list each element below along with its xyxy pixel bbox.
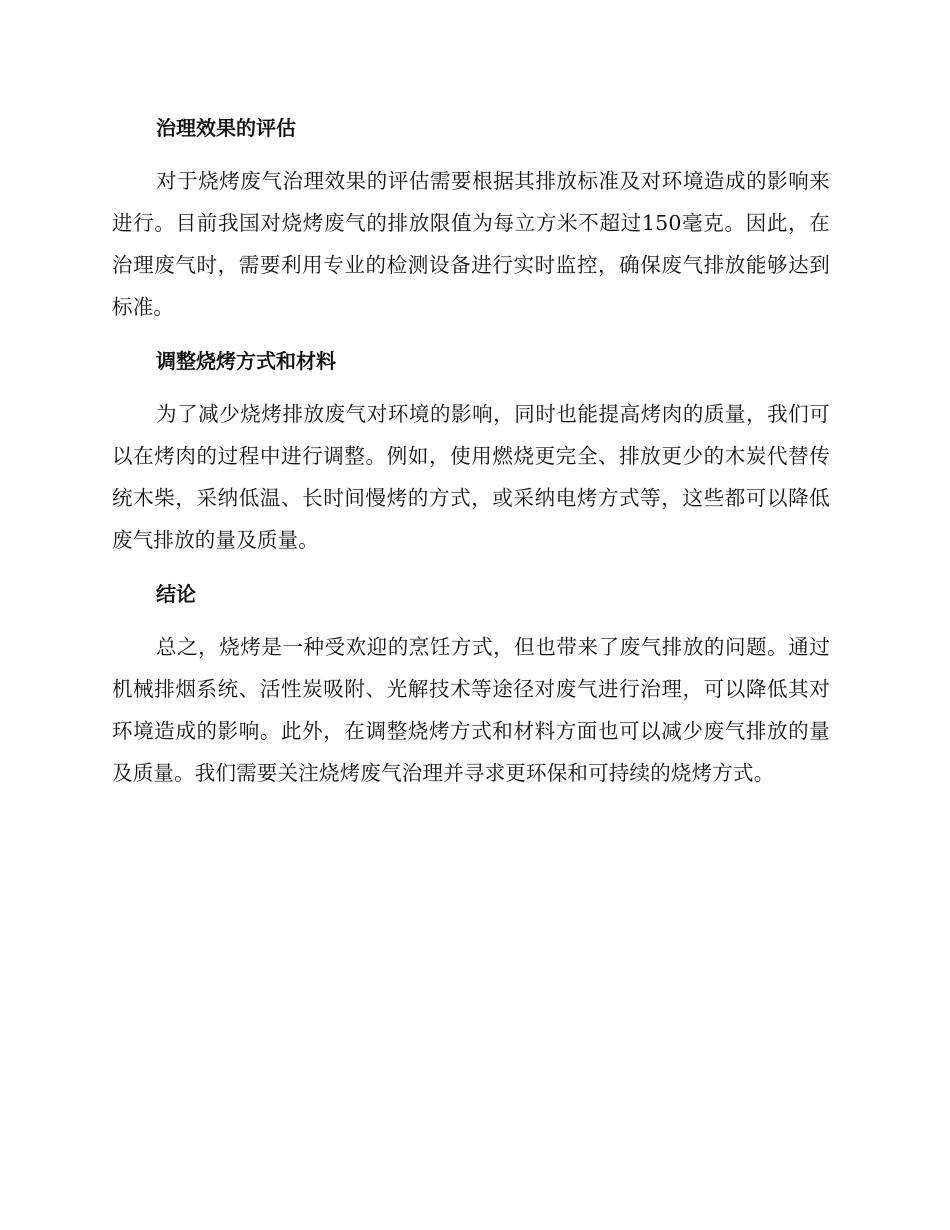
section-paragraph: 为了减少烧烤排放废气对环境的影响，同时也能提高烤肉的质量，我们可以在烤肉的过程中进行调整。例如，使用燃烧更完全、排放更少的木炭代替传统木柴，采纳低温、长时间慢烤的方式，或采纳电烤方式等，这些都可以降低废气排放的量及质量。 — [112, 402, 830, 552]
section-adjust-methods — [112, 341, 830, 561]
section-paragraph: 对于烧烤废气治理效果的评估需要根据其排放标准及对环境造成的影响来进行。目前我国对烧烤废气的排放限值为每立方米不超过150毫克。因此，在治理废气时，需要利用专业的检测设备进行实时监控，确保废气排放能够达到标准。 — [112, 169, 830, 319]
section-heading: 调整烧烤方式和材料 — [156, 349, 336, 373]
section-heading: 治理效果的评估 — [156, 116, 296, 140]
section-evaluation — [112, 108, 830, 328]
section-paragraph: 总之，烧烤是一种受欢迎的烹饪方式，但也带来了废气排放的问题。通过机械排烟系统、活性炭吸附、光解技术等途径对废气进行治理，可以降低其对环境造成的影响。此外，在调整烧烤方式和材料方面也可以减少废气排放的量及质量。我们需要关注烧烤废气治理并寻求更环保和可持续的烧烤方式。 — [112, 635, 830, 785]
section-conclusion — [112, 574, 830, 794]
document-page — [112, 108, 830, 807]
section-heading: 结论 — [156, 582, 196, 606]
